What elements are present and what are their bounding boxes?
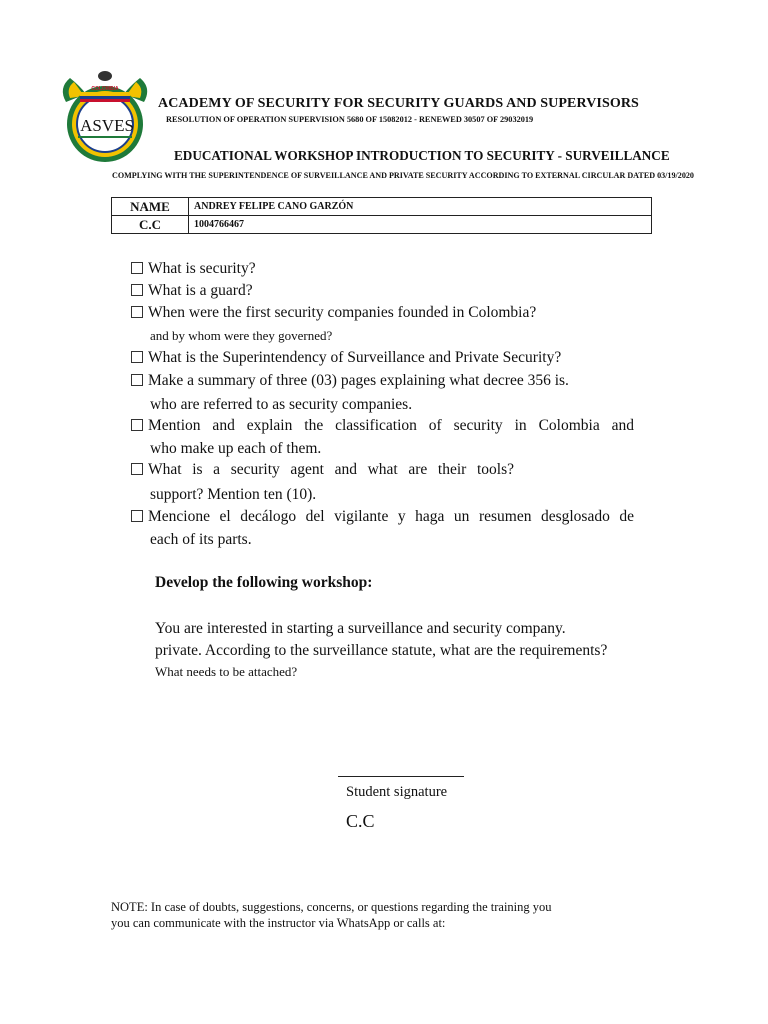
- question-text: What is a guard?: [148, 282, 253, 299]
- question-item: [131, 460, 514, 480]
- checkbox-icon: [131, 374, 143, 386]
- academy-logo: [56, 68, 154, 164]
- checkbox-icon: [131, 510, 143, 522]
- logo-ribbon-text: COLOMBIA: [91, 86, 119, 92]
- question-continuation: and by whom were they governed?: [150, 328, 333, 343]
- workshop-heading: Develop the following workshop:: [155, 574, 373, 591]
- note-line: NOTE: In case of doubts, suggestions, concerns, or questions regarding the training you: [111, 900, 552, 914]
- compliance-line: COMPLYING WITH THE SUPERINTENDENCE OF SURVEILLANCE AND PRIVATE SECURITY ACCORDING TO EXTERNAL CIRCULAR DATED 03/19/2020: [112, 171, 694, 180]
- footer-note: [111, 899, 552, 931]
- signature-label: Student signature: [346, 784, 448, 800]
- note-line: you can communicate with the instructor via WhatsApp or calls at:: [111, 916, 446, 930]
- checkbox-icon: [131, 306, 143, 318]
- signature-line: [338, 776, 464, 777]
- question-item: [131, 303, 536, 323]
- signature-cc: C.C: [346, 811, 375, 831]
- logo-text: ASVES: [80, 116, 134, 135]
- checkbox-icon: [131, 463, 143, 475]
- question-item: [131, 348, 561, 368]
- question-continuation: who make up each of them.: [150, 440, 322, 457]
- question-continuation: support? Mention ten (10).: [150, 486, 317, 503]
- name-label: NAME: [112, 198, 189, 216]
- question-text: What is the Superintendency of Surveillance and Private Security?: [148, 349, 562, 366]
- checkbox-icon: [131, 284, 143, 296]
- resolution-subtitle: RESOLUTION OF OPERATION SUPERVISION 5680 OF 15082012 - RENEWED 30507 OF 29032019: [166, 115, 534, 124]
- question-text: What is security?: [148, 260, 256, 277]
- question-continuation: who are referred to as security companies.: [150, 396, 413, 413]
- question-item: [131, 259, 256, 279]
- question-text: When were the first security companies founded in Colombia?: [148, 304, 537, 321]
- workshop-paragraph-line: private. According to the surveillance statute, what are the requirements?: [155, 642, 608, 659]
- workshop-paragraph-line: What needs to be attached?: [155, 664, 298, 679]
- checkbox-icon: [131, 351, 143, 363]
- question-item: [131, 281, 253, 301]
- question-text: What is a security agent and what are their tools?: [148, 461, 514, 478]
- cc-value: 1004766467: [189, 216, 652, 234]
- question-text: Make a summary of three (03) pages explaining what decree 356 is.: [148, 372, 569, 389]
- question-item: [131, 507, 634, 527]
- question-item: [131, 416, 634, 436]
- student-info-table: [111, 197, 652, 234]
- question-text: Mencione el decálogo del vigilante y haga un resumen desglosado de: [148, 508, 634, 525]
- checkbox-icon: [131, 419, 143, 431]
- cc-label: C.C: [112, 216, 189, 234]
- workshop-title: EDUCATIONAL WORKSHOP INTRODUCTION TO SECURITY - SURVEILLANCE: [174, 148, 670, 163]
- academy-title: ACADEMY OF SECURITY FOR SECURITY GUARDS AND SUPERVISORS: [158, 96, 639, 111]
- name-row: [112, 198, 652, 216]
- question-continuation: each of its parts.: [150, 531, 252, 548]
- question-item: [131, 371, 569, 391]
- name-value: ANDREY FELIPE CANO GARZÓN: [189, 198, 652, 216]
- cc-row: [112, 216, 652, 234]
- checkbox-icon: [131, 262, 143, 274]
- question-text: Mention and explain the classification of security in Colombia and: [148, 417, 634, 434]
- workshop-paragraph-line: You are interested in starting a surveillance and security company.: [155, 620, 566, 637]
